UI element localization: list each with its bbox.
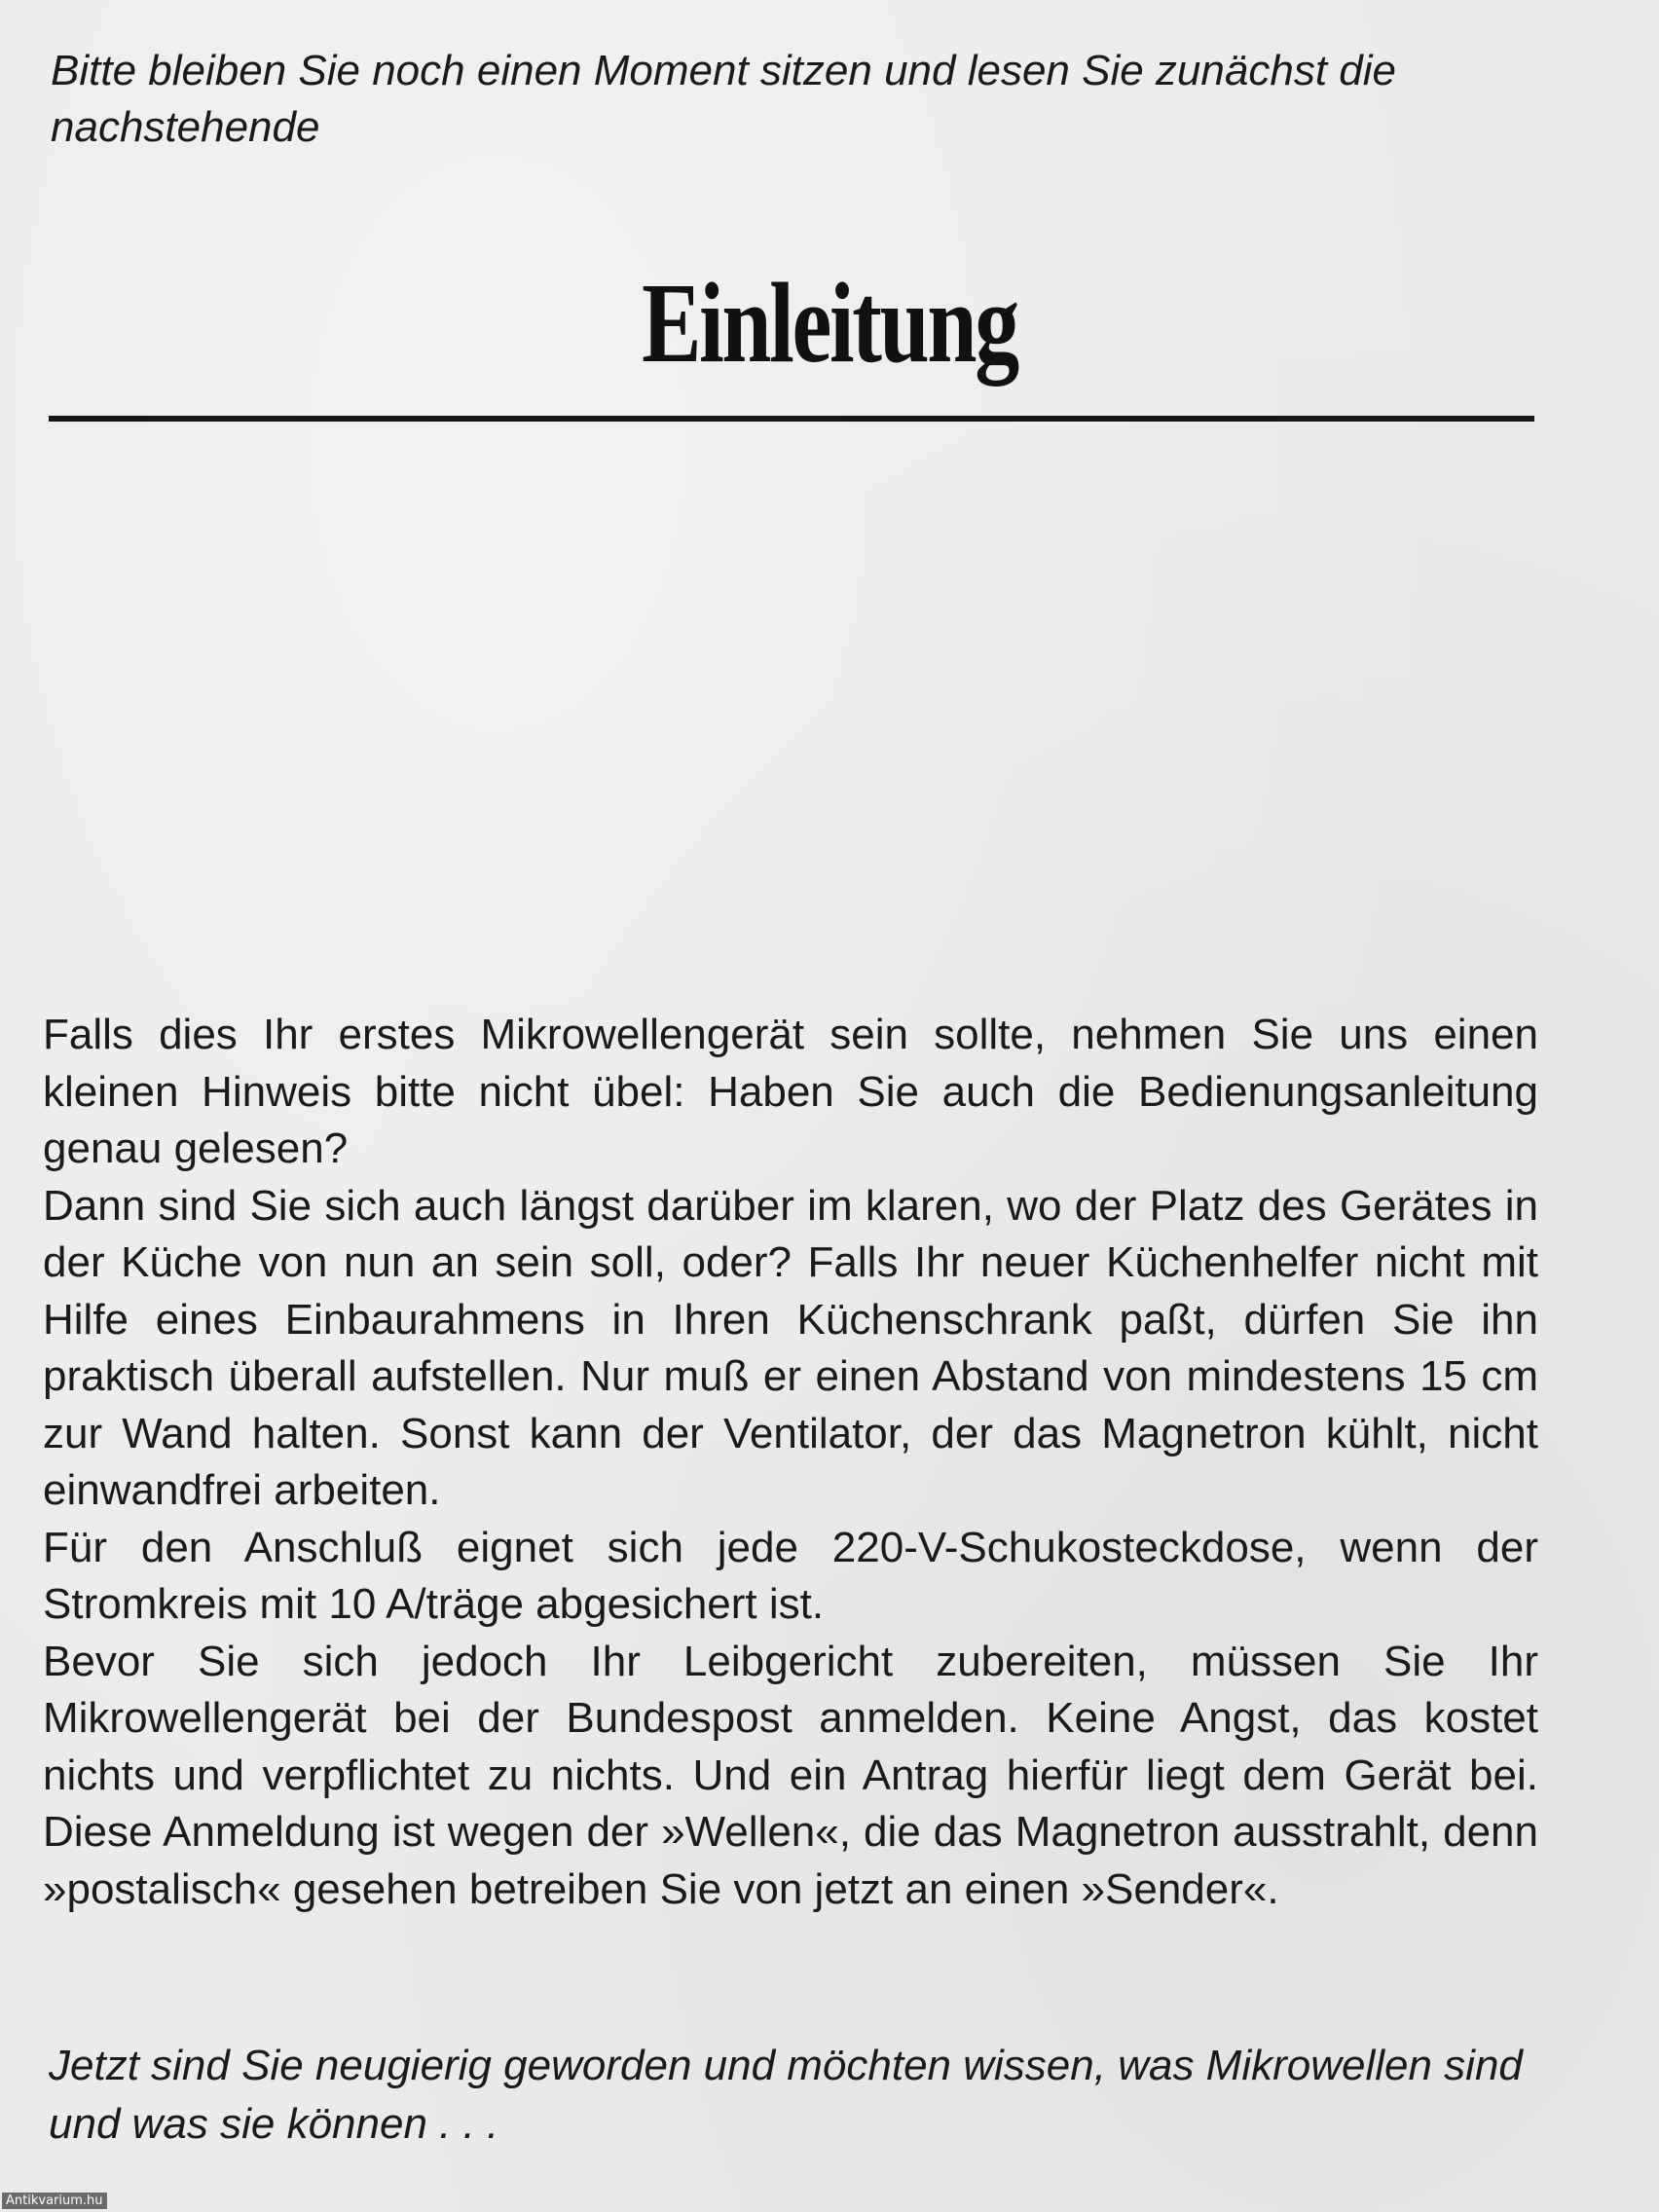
paragraph-4: Bevor Sie sich jedoch Ihr Leibgericht zubereiten, müssen Sie Ihr Mikrowellengerät bei der Bundespost anmelden. Keine Angst, das kostet nichts und verpflichtet zu nichts. Und ein Antrag hierfür liegt dem Gerät bei. Diese Anmeldung ist wegen der »Wellen«, die das Magnetron ausstrahlt, denn »postalisch« gesehen betreiben Sie von jetzt an einen »Sender«. <box>43 1637 1538 1913</box>
title-divider <box>49 416 1534 422</box>
paragraph-1: Falls dies Ihr erstes Mikrowellengerät sein sollte, nehmen Sie uns einen kleinen Hinweis bitte nicht übel: Haben Sie auch die Bedienungsanleitung genau gelesen? <box>43 1011 1538 1172</box>
body-text <box>43 1007 1538 1918</box>
paragraph-2: Dann sind Sie sich auch längst darüber im klaren, wo der Platz des Gerätes in der Küche von nun an sein soll, oder? Falls Ihr neuer Küchenhelfer nicht mit Hilfe eines Einbaurahmens in Ihren Küchenschrank paßt, dürfen Sie ihn praktisch überall aufstellen. Nur muß er einen Abstand von mindestens 15 cm zur Wand halten. Sonst kann der Ventilator, der das Magnetron kühlt, nicht einwandfrei arbeiten. <box>43 1181 1538 1514</box>
outro-text: Jetzt sind Sie neugierig geworden und möchten wissen, was Mikrowellen sind und was sie können . . . <box>49 2042 1523 2148</box>
page-title: Einleitung <box>642 259 1017 387</box>
paragraph-3: Für den Anschluß eignet sich jede 220-V-Schukosteckdose, wenn der Stromkreis mit 10 A/träge abgesichert ist. <box>43 1523 1538 1628</box>
intro-text: Bitte bleiben Sie noch einen Moment sitzen und lesen Sie zunächst die nachstehende <box>51 47 1396 151</box>
watermark: Antikvarium.hu <box>2 2193 107 2209</box>
